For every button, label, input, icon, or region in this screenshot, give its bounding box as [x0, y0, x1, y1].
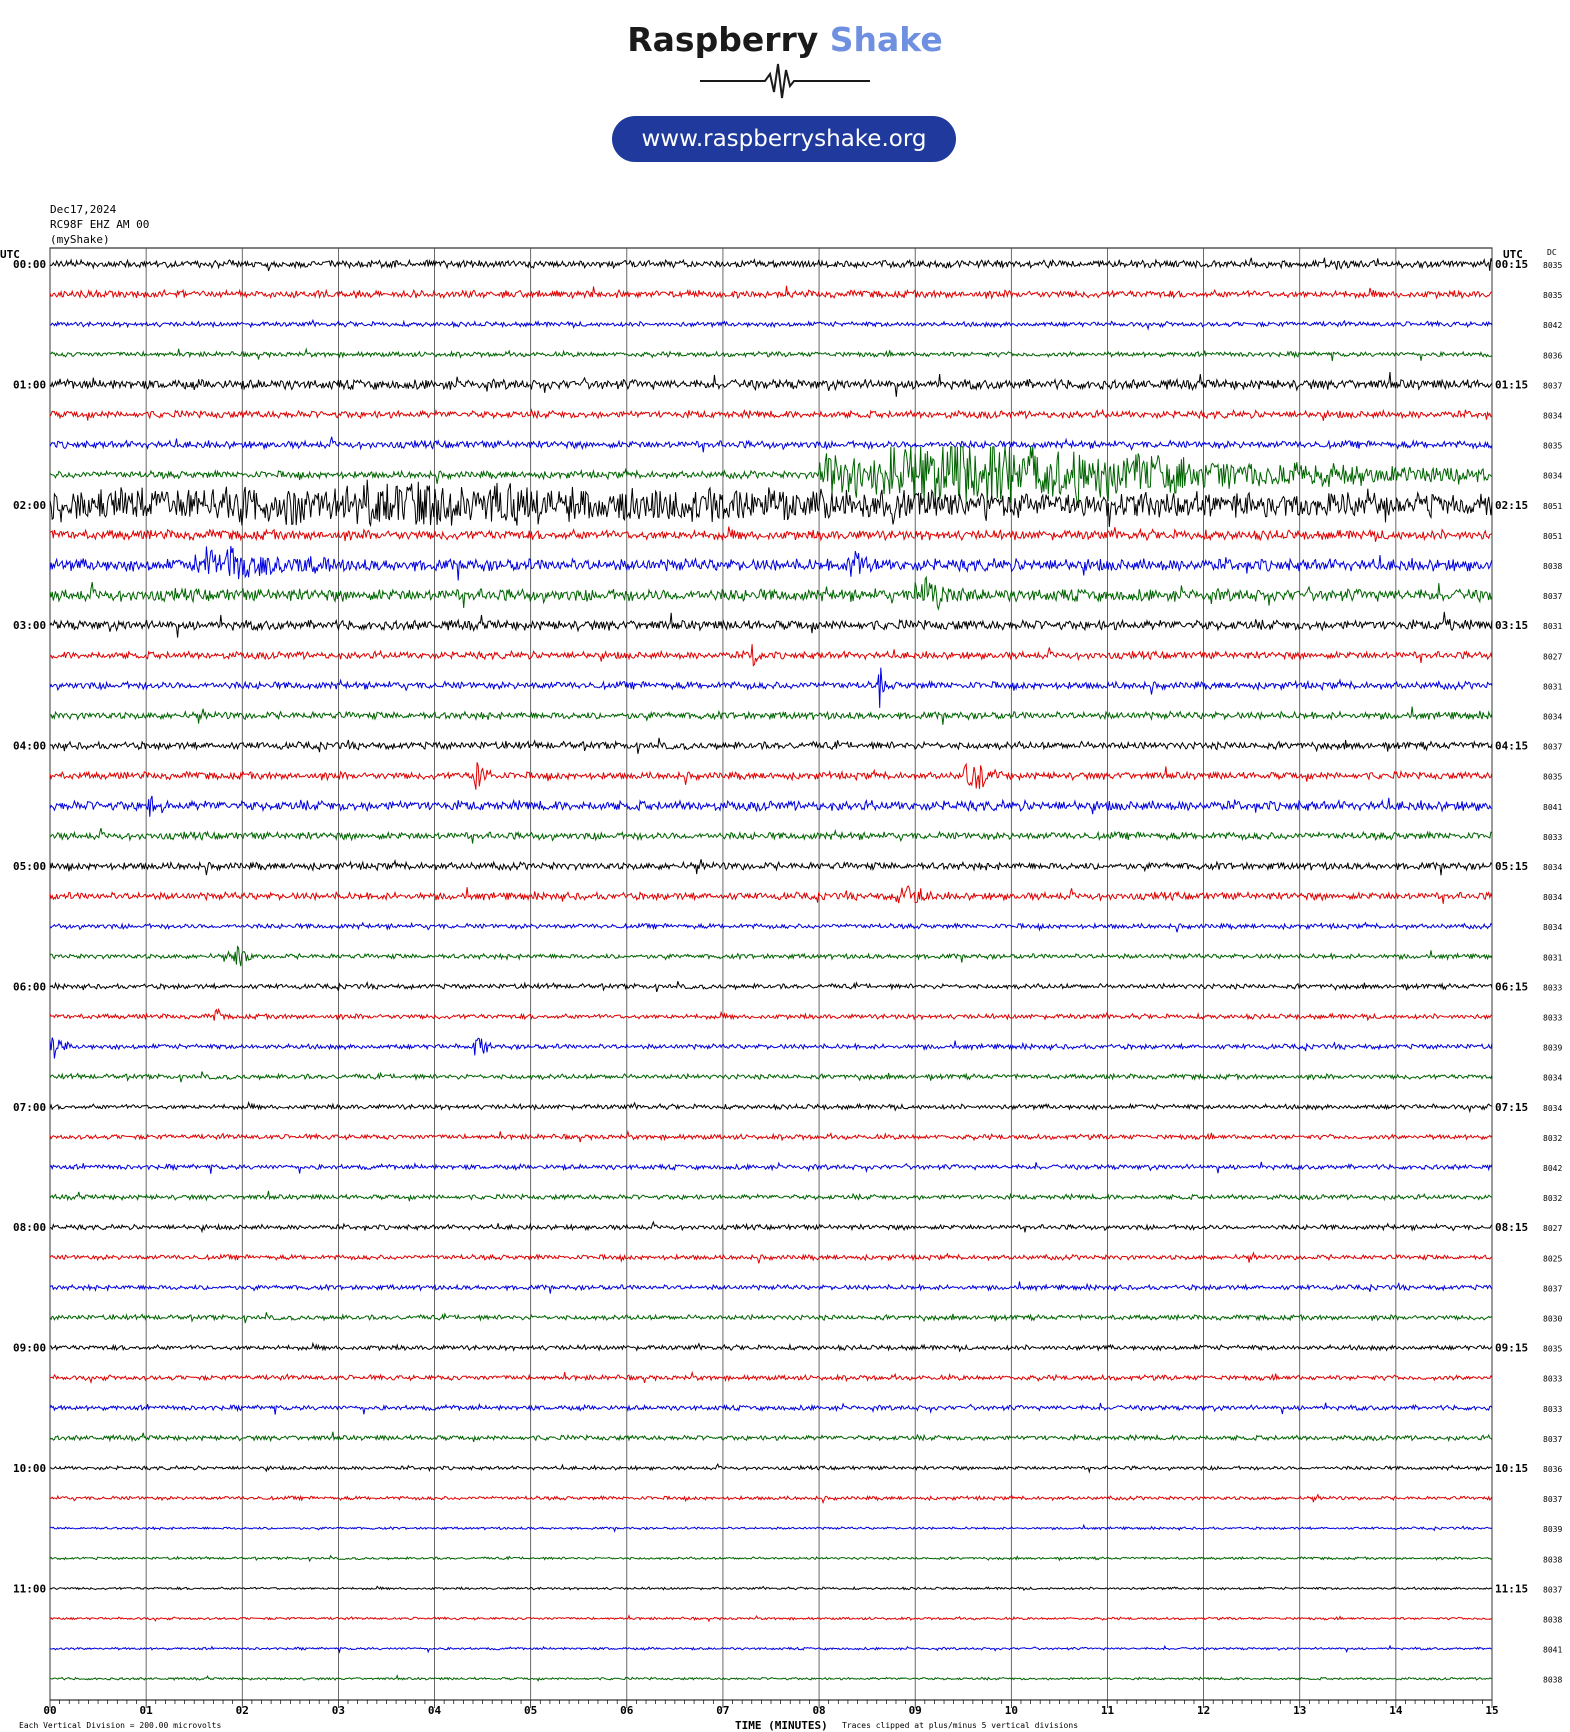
- left-hour-label: 10:00: [13, 1462, 47, 1475]
- dc-value-label: 8035: [1543, 261, 1563, 270]
- seismogram-trace-line: [50, 1281, 1492, 1293]
- dc-value-label: 8034: [1543, 923, 1563, 933]
- dc-value-label: 8039: [1543, 1525, 1563, 1535]
- seismogram-trace-line: [50, 947, 1492, 967]
- dc-value-label: 8042: [1543, 321, 1563, 331]
- seismogram-trace-line: [50, 1372, 1492, 1383]
- x-tick-label: 02: [235, 1704, 249, 1717]
- right-hour-label: 04:15: [1495, 739, 1529, 753]
- seismogram-trace-line: [50, 1464, 1492, 1472]
- dc-value-label: 8033: [1543, 1404, 1563, 1414]
- label-group: [0, 248, 1562, 1732]
- trace-group: [50, 258, 1492, 1681]
- dc-value-label: 8041: [1543, 802, 1563, 812]
- dc-value-label: 8034: [1543, 471, 1563, 481]
- dc-value-label: 8037: [1543, 592, 1563, 602]
- x-tick-label: 00: [43, 1704, 57, 1717]
- right-utc-label: UTC: [1503, 248, 1523, 261]
- x-tick-label: 04: [427, 1704, 442, 1717]
- seismogram-trace-line: [50, 886, 1492, 904]
- left-hour-label: 11:00: [13, 1582, 47, 1596]
- left-hour-label: 09:00: [13, 1341, 47, 1355]
- seismogram-trace-line: [50, 981, 1492, 992]
- clipping-note: Traces clipped at plus/minus 5 vertical divisions: [842, 1721, 1079, 1730]
- seismogram-trace-line: [50, 1253, 1492, 1264]
- right-hour-label: 08:15: [1495, 1221, 1529, 1235]
- seismogram-trace-line: [50, 1131, 1492, 1142]
- seismogram-trace-line: [50, 1191, 1492, 1201]
- website-link[interactable]: www.raspberryshake.org: [612, 116, 956, 162]
- dc-value-label: 8034: [1543, 411, 1563, 421]
- seismogram-trace-line: [50, 577, 1492, 609]
- left-hour-label: 08:00: [13, 1221, 47, 1235]
- dc-value-label: 8032: [1543, 1194, 1563, 1204]
- x-tick-label: 09: [908, 1704, 922, 1717]
- dc-value-label: 8037: [1543, 1434, 1563, 1444]
- dc-value-label: 8037: [1543, 1284, 1563, 1294]
- dc-value-label: 8031: [1543, 953, 1563, 963]
- dc-value-label: 8037: [1543, 1585, 1563, 1595]
- left-hour-label: 07:00: [13, 1100, 47, 1114]
- right-hour-label: 06:15: [1495, 980, 1529, 994]
- left-hour-label: 01:00: [13, 378, 47, 392]
- dc-value-label: 8034: [1543, 1103, 1563, 1113]
- left-hour-label: 03:00: [13, 619, 47, 633]
- seismogram-trace-line: [50, 1222, 1492, 1232]
- seismogram-trace-line: [50, 1676, 1492, 1681]
- seismogram-trace-line: [50, 1556, 1492, 1561]
- network-label: (myShake): [50, 233, 110, 246]
- seismogram-trace-line: [50, 859, 1492, 875]
- right-hour-label: 00:15: [1495, 258, 1529, 271]
- right-hour-label: 07:15: [1495, 1100, 1529, 1114]
- dc-value-label: 8031: [1543, 682, 1563, 692]
- dc-value-label: 8025: [1543, 1254, 1563, 1264]
- dc-value-label: 8051: [1543, 531, 1563, 541]
- dc-value-label: 8037: [1543, 1495, 1563, 1505]
- seismogram-trace-line: [50, 1312, 1492, 1323]
- dc-value-label: 8027: [1543, 1224, 1563, 1234]
- seismogram-trace-line: [50, 612, 1492, 638]
- logo-word-raspberry: Raspberry: [627, 20, 819, 59]
- dc-value-label: 8037: [1543, 742, 1563, 752]
- right-hour-label: 11:15: [1495, 1582, 1529, 1596]
- dc-value-label: 8035: [1543, 772, 1563, 782]
- dc-value-label: 8038: [1543, 1615, 1563, 1625]
- x-tick-label: 10: [1004, 1704, 1018, 1717]
- right-hour-label: 03:15: [1495, 619, 1529, 633]
- dc-value-label: 8031: [1543, 622, 1563, 632]
- seismogram-trace-line: [50, 668, 1492, 708]
- left-hour-label: 02:00: [13, 498, 47, 512]
- x-tick-label: 05: [524, 1704, 538, 1717]
- seismogram-trace-line: [50, 546, 1492, 581]
- seismogram-trace-line: [50, 527, 1492, 542]
- dc-value-label: 8035: [1543, 441, 1563, 451]
- seismogram-trace-line: [50, 447, 1492, 503]
- dc-value-label: 8038: [1543, 1555, 1563, 1565]
- seismogram-trace-line: [50, 1403, 1492, 1415]
- right-hour-label: 09:15: [1495, 1341, 1529, 1355]
- seismogram-trace-line: [50, 1616, 1492, 1621]
- dc-value-label: 8033: [1543, 1013, 1563, 1023]
- seismogram-trace-line: [50, 1525, 1492, 1531]
- dc-value-label: 8034: [1543, 1073, 1563, 1083]
- seismogram-trace-line: [50, 372, 1492, 397]
- dc-value-label: 8032: [1543, 1133, 1563, 1143]
- seismogram-trace-line: [50, 796, 1492, 817]
- dc-value-label: 8036: [1543, 351, 1563, 361]
- x-tick-label: 15: [1485, 1704, 1499, 1717]
- dc-value-label: 8036: [1543, 1465, 1563, 1474]
- x-tick-label: 06: [620, 1704, 634, 1717]
- dc-header-label: DC: [1547, 248, 1557, 257]
- seismogram-trace-line: [50, 1586, 1492, 1590]
- dc-value-label: 8034: [1543, 893, 1563, 903]
- left-utc-label: UTC: [0, 248, 20, 261]
- dc-value-label: 8030: [1543, 1314, 1563, 1324]
- dc-value-label: 8039: [1543, 1043, 1563, 1053]
- x-axis-title: TIME (MINUTES): [735, 1719, 828, 1732]
- left-hour-label: 00:00: [13, 258, 47, 271]
- seismogram-trace-line: [50, 1495, 1492, 1503]
- seismogram-trace-line: [50, 1344, 1492, 1352]
- left-hour-label: 05:00: [13, 860, 47, 873]
- dc-value-label: 8041: [1543, 1645, 1563, 1655]
- dc-value-label: 8033: [1543, 1374, 1563, 1384]
- dc-value-label: 8042: [1543, 1164, 1563, 1173]
- dc-value-label: 8051: [1543, 501, 1563, 511]
- seismogram-trace-line: [50, 437, 1492, 453]
- left-hour-label: 06:00: [13, 980, 47, 994]
- seismogram-trace-line: [50, 410, 1492, 421]
- seismogram-trace-line: [50, 1646, 1492, 1652]
- seismogram-trace-line: [50, 1103, 1492, 1112]
- seismogram-trace-line: [50, 923, 1492, 933]
- seismogram-trace-line: [50, 1009, 1492, 1020]
- seismogram-trace-line: [50, 320, 1492, 329]
- right-hour-label: 01:15: [1495, 378, 1529, 392]
- seismogram-trace-line: [50, 762, 1492, 789]
- seismogram-trace-line: [50, 349, 1492, 361]
- logo-word-shake: Shake: [829, 20, 943, 59]
- seismogram-trace-line: [50, 738, 1492, 754]
- seismogram-trace-line: [50, 707, 1492, 725]
- seismogram-trace-line: [50, 1432, 1492, 1442]
- x-tick-label: 14: [1389, 1704, 1403, 1717]
- x-tick-label: 08: [812, 1704, 826, 1717]
- x-tick-label: 01: [139, 1704, 153, 1717]
- seismogram-trace-line: [50, 828, 1492, 844]
- right-hour-label: 05:15: [1495, 860, 1529, 873]
- x-tick-label: 11: [1100, 1704, 1115, 1717]
- seismogram-trace-line: [50, 644, 1492, 665]
- station-code: RC98F EHZ AM 00: [50, 218, 150, 231]
- seismogram-trace-line: [50, 286, 1492, 299]
- dc-value-label: 8035: [1543, 1344, 1563, 1354]
- dc-value-label: 8037: [1543, 381, 1563, 391]
- right-hour-label: 02:15: [1495, 498, 1529, 512]
- seismogram-trace-line: [50, 1038, 1492, 1059]
- x-tick-label: 12: [1196, 1704, 1211, 1717]
- dc-value-label: 8033: [1543, 832, 1563, 842]
- seismogram-trace-line: [50, 480, 1492, 527]
- chart-date: Dec17,2024: [50, 203, 117, 216]
- dc-value-label: 8034: [1543, 712, 1563, 722]
- chart-grid: [50, 248, 1492, 1708]
- seismogram-trace-line: [50, 1072, 1492, 1083]
- dc-value-label: 8027: [1543, 652, 1563, 662]
- x-tick-label: 07: [716, 1704, 730, 1717]
- x-tick-label: 03: [331, 1704, 346, 1717]
- vertical-division-note: Each Vertical Division = 200.00 microvolts: [19, 1721, 222, 1730]
- dc-value-label: 8034: [1543, 863, 1563, 872]
- dc-value-label: 8035: [1543, 291, 1563, 301]
- dc-value-label: 8033: [1543, 983, 1563, 993]
- plot-frame: [50, 248, 1492, 1700]
- seismogram-trace-line: [50, 1162, 1492, 1174]
- dc-value-label: 8038: [1543, 1675, 1563, 1685]
- seismogram-trace-line: [50, 258, 1492, 271]
- right-hour-label: 10:15: [1495, 1462, 1529, 1475]
- dc-value-label: 8038: [1543, 562, 1563, 571]
- x-tick-label: 13: [1293, 1704, 1307, 1717]
- left-hour-label: 04:00: [13, 739, 47, 753]
